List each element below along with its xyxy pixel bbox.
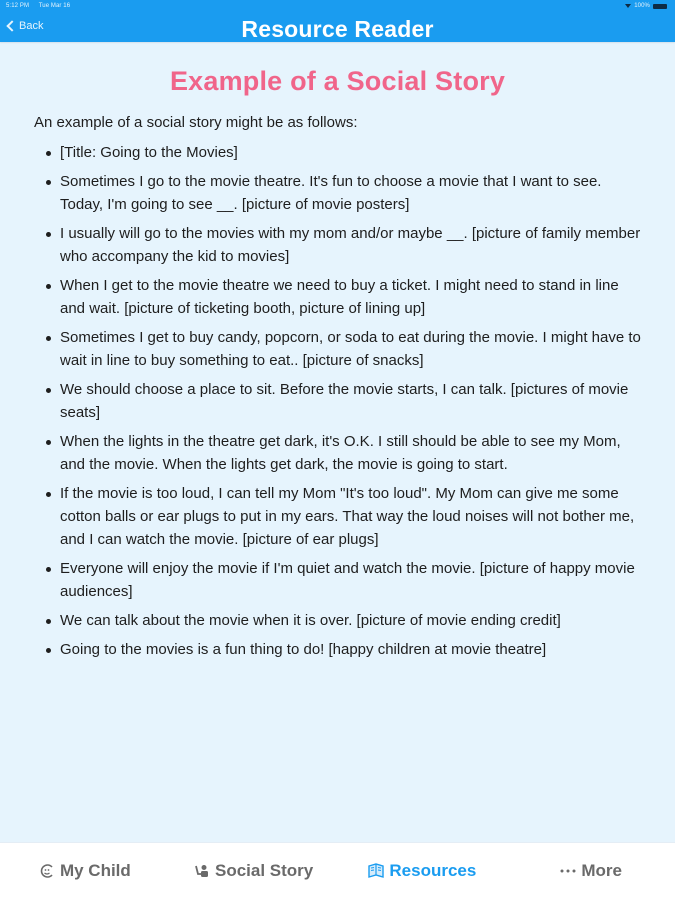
story-list: [34, 141, 641, 661]
tab-label: Resources: [389, 860, 477, 880]
battery-icon: [653, 4, 667, 9]
list-item: [46, 170, 641, 216]
article-intro: An example of a social story might be as follows:: [34, 114, 358, 131]
bullet-icon: [46, 336, 51, 341]
status-time: 5:12 PM: [6, 3, 30, 9]
list-item: [46, 482, 641, 551]
list-item-text: We can talk about the movie when it is over. [picture of movie ending credit]: [60, 612, 561, 629]
list-item-text: Everyone will enjoy the movie if I'm quiet and watch the movie. [picture of happy movie audiences]: [60, 560, 635, 600]
bullet-icon: [46, 492, 51, 497]
bullet-icon: [46, 180, 51, 185]
tab-label: My Child: [59, 860, 131, 880]
list-item-text: If the movie is too loud, I can tell my Mom "It's too loud". My Mom can give me some cotton balls or ear plugs to put in my ears. That way the loud noises will not bother me, and I can watch the movie. [picture of ear plugs]: [60, 485, 635, 548]
tab-label: Social Story: [214, 860, 314, 880]
resources-book-icon: [367, 862, 385, 880]
more-dots-icon: [559, 862, 577, 880]
list-item: [46, 326, 641, 372]
nav-bar: [0, 14, 675, 42]
bullet-icon: [46, 567, 51, 572]
list-item-text: Sometimes I get to buy candy, popcorn, or soda to eat during the movie. I might have to wait in line to buy something to eat.. [picture of snacks]: [60, 329, 641, 369]
tab-resources[interactable]: [338, 843, 507, 900]
list-item: [46, 274, 641, 320]
battery-percent: 100%: [634, 3, 650, 9]
tab-more[interactable]: [506, 843, 675, 900]
status-date: Tue Mar 16: [38, 3, 71, 9]
tab-my-child[interactable]: [0, 843, 169, 900]
list-item-text: When I get to the movie theatre we need to buy a ticket. I might need to stand in line and wait. [picture of ticketing booth, picture of lining up]: [60, 277, 619, 317]
back-label: Back: [19, 20, 44, 32]
list-item: [46, 430, 641, 476]
list-item-text: [Title: Going to the Movies]: [60, 144, 238, 161]
bullet-icon: [46, 284, 51, 289]
list-item: [46, 222, 641, 268]
article-title: Example of a Social Story: [169, 66, 506, 96]
nav-title: Resource Reader: [241, 16, 434, 42]
tab-label: More: [581, 860, 622, 880]
bullet-icon: [46, 619, 51, 624]
bullet-icon: [46, 648, 51, 653]
list-item-text: Sometimes I go to the movie theatre. It's fun to choose a movie that I want to see. Today, I'm going to see __. [picture of movie posters]: [60, 173, 602, 213]
tab-social-story[interactable]: [169, 843, 338, 900]
bullet-icon: [46, 440, 51, 445]
status-bar: [0, 2, 675, 12]
list-item: [46, 378, 641, 424]
header: [0, 0, 675, 42]
list-item-text: We should choose a place to sit. Before the movie starts, I can talk. [pictures of movie seats]: [60, 381, 629, 421]
bullet-icon: [46, 232, 51, 237]
article-content[interactable]: [0, 42, 675, 842]
tab-bar: [0, 842, 675, 900]
child-face-icon: [38, 862, 56, 880]
wifi-icon: [625, 4, 631, 8]
status-right: [625, 3, 667, 9]
list-item: [46, 609, 641, 632]
list-item: [46, 557, 641, 603]
list-item-text: Going to the movies is a fun thing to do! [happy children at movie theatre]: [60, 641, 547, 658]
social-story-icon: [193, 862, 211, 880]
list-item-text: When the lights in the theatre get dark, it's O.K. I still should be able to see my Mom, and the movie. When the lights get dark, the movie is going to start.: [60, 433, 621, 473]
bullet-icon: [46, 151, 51, 156]
list-item: [46, 638, 641, 661]
status-left: [6, 3, 78, 9]
bullet-icon: [46, 388, 51, 393]
list-item-text: I usually will go to the movies with my mom and/or maybe __. [picture of family member who accompany the kid to movies]: [60, 225, 641, 265]
list-item: [46, 141, 641, 164]
